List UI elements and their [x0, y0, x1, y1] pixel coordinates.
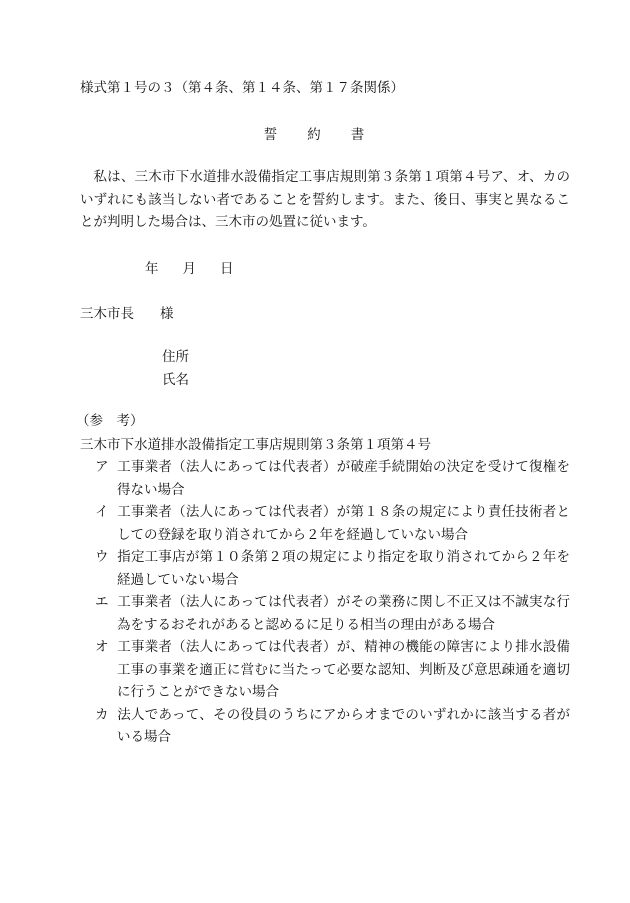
date-day: 日 — [220, 261, 234, 277]
reference-item-a — [80, 456, 570, 501]
item-label: イ — [95, 504, 109, 520]
item-label: エ — [95, 594, 109, 610]
title-char-2: 約 — [307, 127, 323, 143]
addressee-mayor: 三木市長 — [80, 306, 134, 322]
signer-name-label: 氏名 — [162, 372, 189, 388]
item-text: 工事業者（法人にあっては代表者）が、精神の機能の障害により排水設備工事の事業を適正に営むに当たって必要な認知、判断及び意思疎通を適切に行うことができない場合 — [117, 639, 570, 700]
reference-item-i — [80, 501, 570, 546]
reference-item-ka — [80, 704, 570, 749]
item-text: 工事業者（法人にあっては代表者）がその業務に関し不正又は不誠実な行為をするおそれがあると認めるに足りる相当の理由がある場合 — [117, 594, 570, 633]
addressee-honorific: 様 — [160, 306, 174, 322]
reference-item-e — [80, 591, 570, 636]
item-label: オ — [95, 639, 109, 655]
item-label: カ — [95, 706, 109, 723]
reference-rule: 三木市下水道排水設備指定工事店規則第３条第１項第４号 — [80, 437, 431, 453]
signer-address-label: 住所 — [162, 349, 189, 365]
date-line — [145, 258, 258, 280]
title-char-3: 書 — [350, 127, 367, 143]
item-text: 指定工事店が第１０条第２項の規定により指定を取り消されてから２年を経過していない場合 — [117, 549, 570, 588]
item-text: 工事業者（法人にあっては代表者）が破産手続開始の決定を受けて復権を得ない場合 — [117, 459, 570, 498]
item-label: ア — [95, 459, 109, 475]
reference-items — [80, 456, 570, 749]
reference-item-o — [80, 636, 570, 704]
date-month: 月 — [182, 261, 196, 277]
item-label: ウ — [95, 549, 109, 565]
form-header: 様式第１号の３（第４条、第１４条、第１７条関係） — [80, 80, 404, 96]
addressee-line — [80, 303, 174, 325]
title-char-1: 誓 — [263, 127, 280, 143]
date-year: 年 — [145, 261, 159, 277]
reference-heading: （参 考） — [76, 413, 144, 429]
item-text: 法人であって、その役員のうちにアからオまでのいずれかに該当する者がいる場合 — [117, 706, 570, 745]
reference-item-u — [80, 546, 570, 591]
document-title — [0, 124, 630, 146]
item-text: 工事業者（法人にあっては代表者）が第１８条の規定により責任技術者としての登録を取り消されてから２年を経過していない場合 — [117, 504, 570, 543]
pledge-paragraph: 私は、三木市下水道排水設備指定工事店規則第３条第１項第４号ア、オ、カのいずれにも該当しない者であることを誓約します。また、後日、事実と異なることが判明した場合は、三木市の処置に従います。 — [80, 169, 570, 230]
